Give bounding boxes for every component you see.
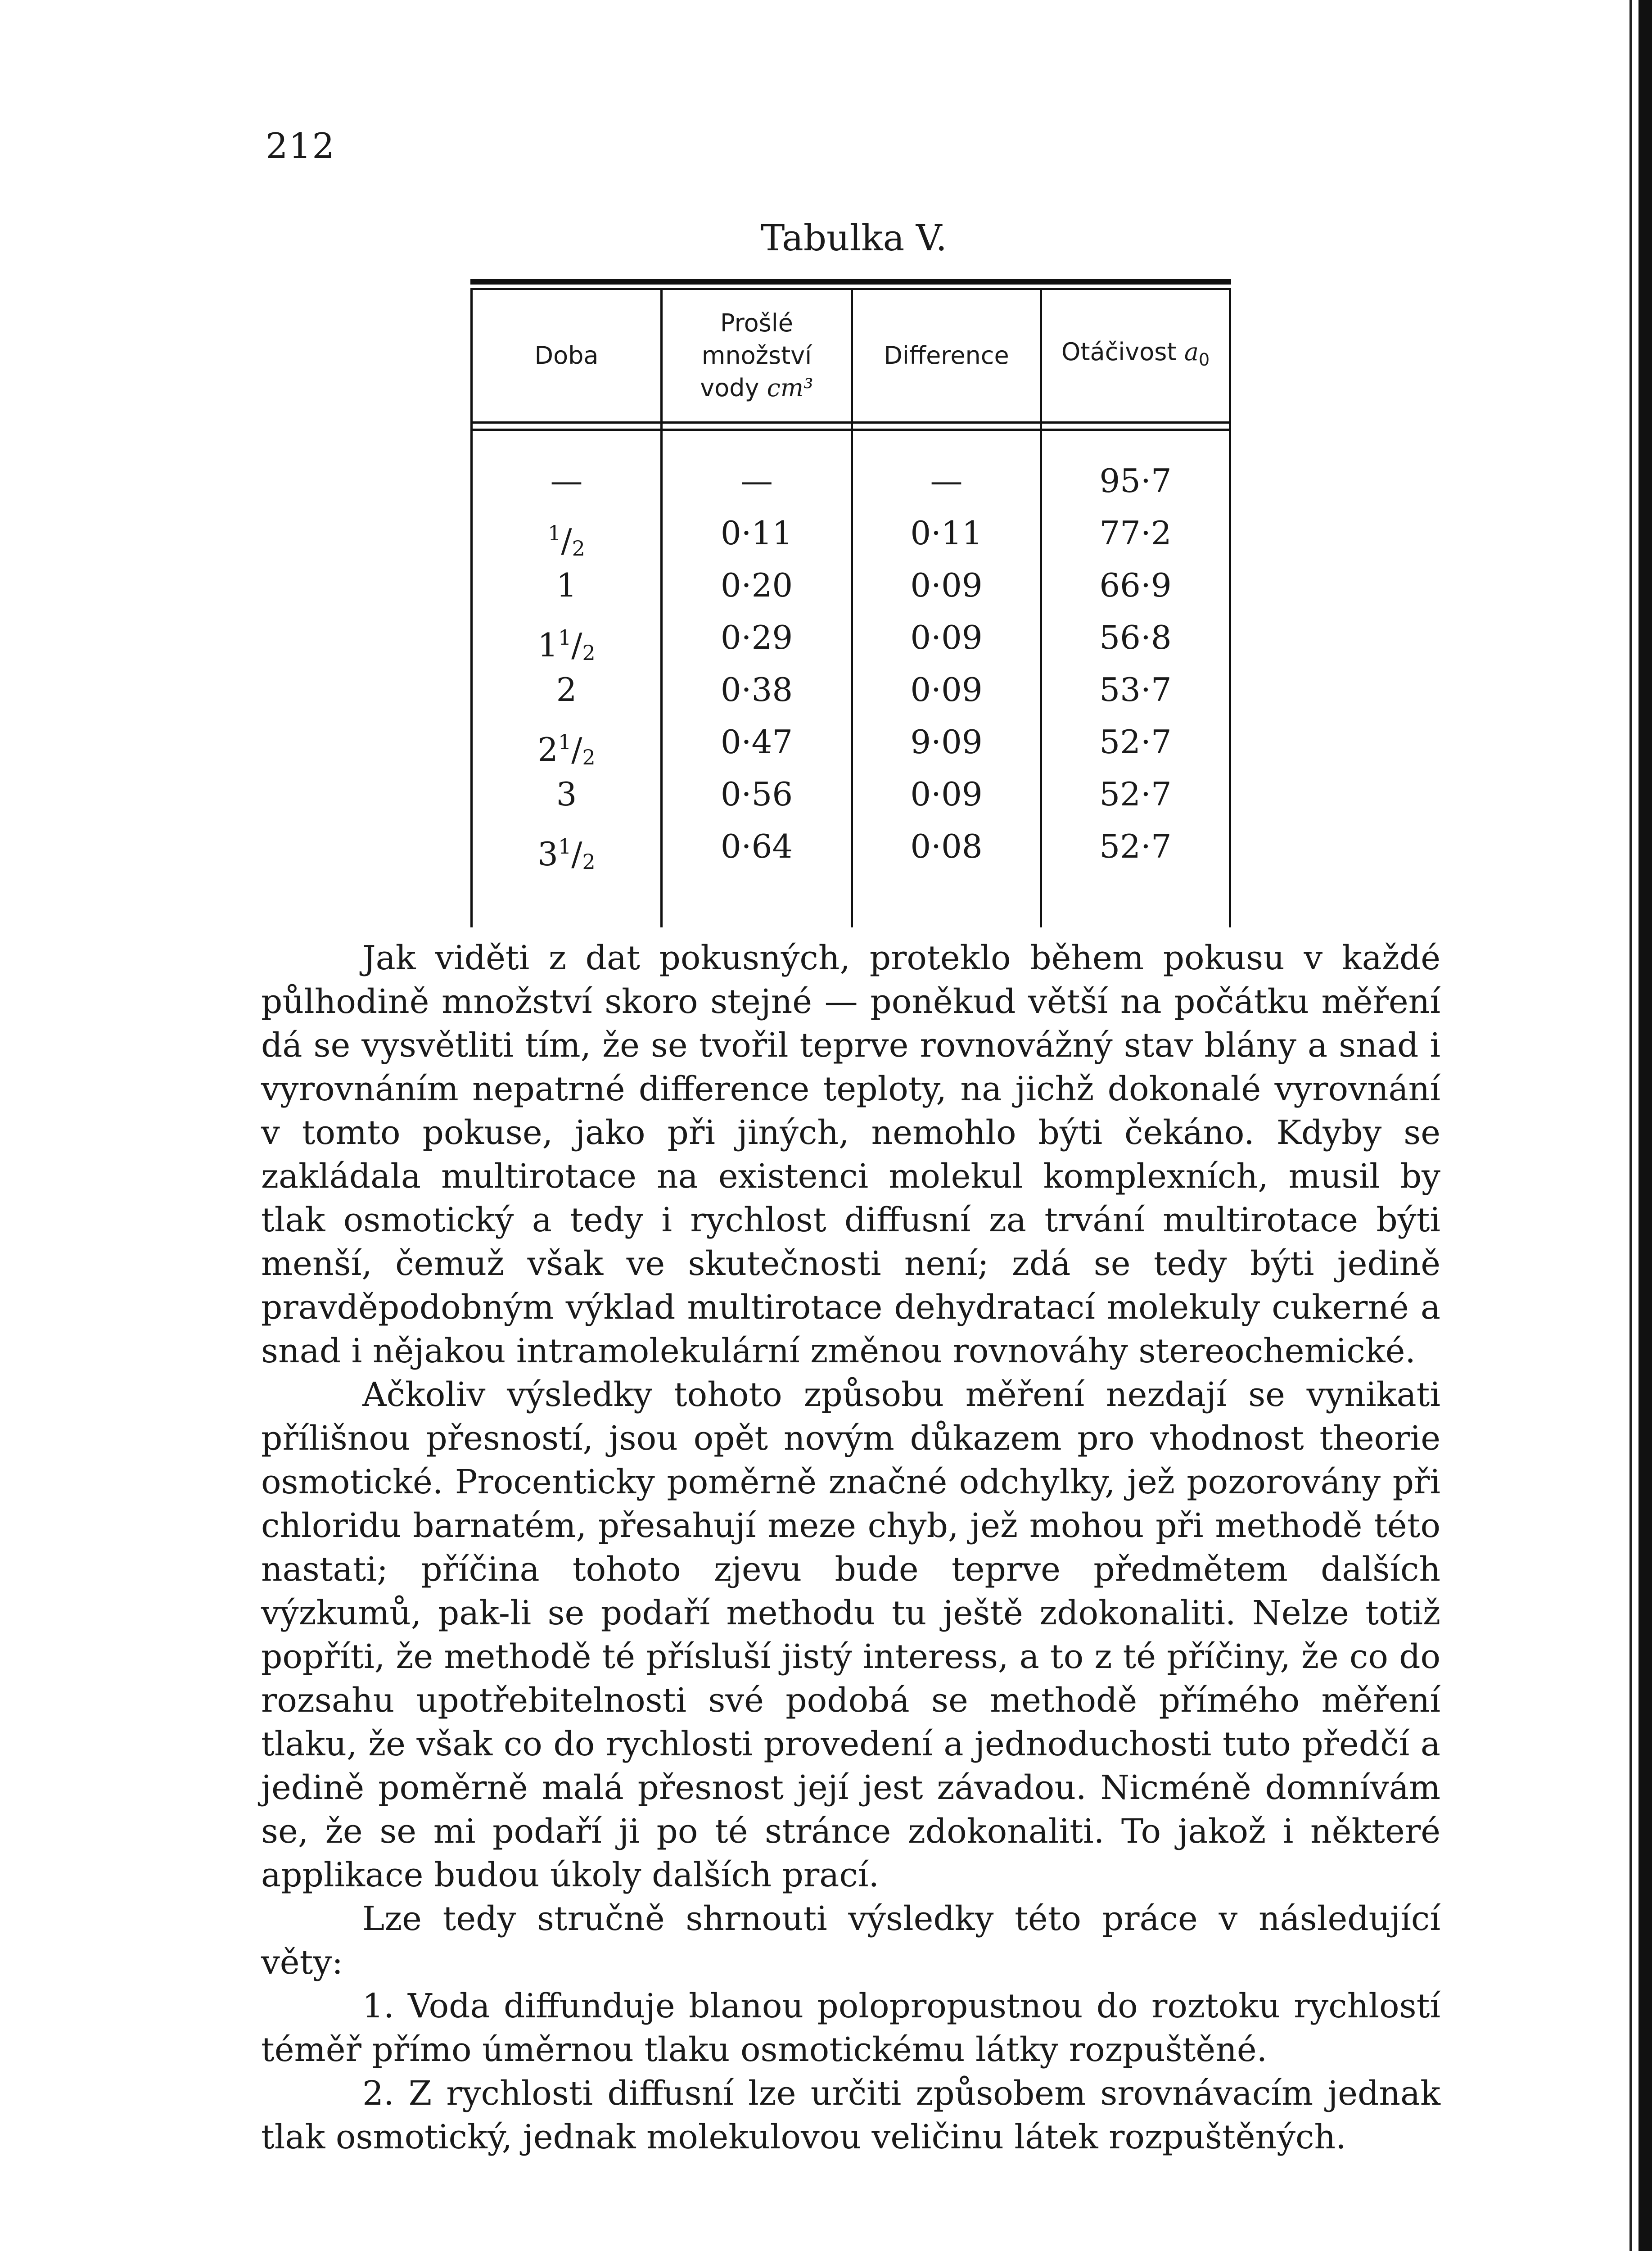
whole-number: 3 bbox=[537, 835, 558, 873]
header-difference-label: Difference bbox=[884, 341, 1009, 370]
cell-otacivost: 52·7 bbox=[1099, 775, 1172, 813]
cell-otacivost: 53·7 bbox=[1099, 671, 1172, 709]
table-row bbox=[470, 611, 1231, 664]
table-top-rule bbox=[470, 279, 1231, 285]
paragraph: Lze tedy stručně shrnouti výsledky této práce v následující věty: bbox=[261, 1899, 1440, 1982]
cell-otacivost: 56·8 bbox=[1099, 619, 1172, 656]
table-row bbox=[470, 716, 1231, 768]
cell-otacivost: 66·9 bbox=[1099, 566, 1172, 604]
cell-doba: 3 bbox=[556, 775, 577, 813]
cell-mnozstvi: 0·29 bbox=[720, 619, 793, 656]
header-mnozstvi-line2: množství bbox=[701, 341, 812, 370]
cell-difference: — bbox=[930, 462, 963, 500]
cell-mnozstvi: 0·20 bbox=[720, 566, 793, 604]
paragraph: Ačkoliv výsledky tohoto způsobu měření nezdají se vynikati přílišnou přesností, jsou opět novým důkazem pro vhodnost theorie osmotické. Procenticky poměrně značné odchylky, jež pozorovány při chloridu barnatém, přesahují meze chyb, jež mohou při methodě této nastati; příčina tohoto zjevu bude teprve předmětem dalších výzkumů, pak-li se podaří methodu tu ještě zdokonaliti. Nelze totiž popříti, že methodě té přísluší jistý interess, a to z té příčiny, že co do rozsahu upotřebitelnosti své podobá se methodě přímého měření tlaku, že však co do rychlosti provedení a jednoduchosti tuto předčí a jedině poměrně malá přesnost její jest závadou. Nicméně domnívám se, že se mi podaří ji po té stránce zdokonaliti. To jakož i některé applikace budou úkoly dalších prací. bbox=[261, 1375, 1440, 1894]
page-number: 212 bbox=[266, 126, 335, 167]
cell-difference: 0·09 bbox=[910, 775, 983, 813]
header-mnozstvi-unit: cm³ bbox=[767, 374, 813, 402]
page-edge-rule bbox=[1629, 0, 1632, 2251]
cell-doba: — bbox=[550, 462, 583, 500]
body-text bbox=[261, 936, 1440, 2159]
whole-number: 2 bbox=[537, 731, 558, 768]
cell-mnozstvi: 0·11 bbox=[720, 514, 793, 552]
table-row bbox=[470, 768, 1231, 820]
cell-doba: $2^1/2$ bbox=[537, 730, 596, 769]
whole-number: 1 bbox=[537, 626, 558, 664]
table-caption: Tabulka V. bbox=[761, 217, 947, 259]
fraction-denominator: 2 bbox=[582, 745, 596, 769]
cell-difference: 0·11 bbox=[910, 514, 983, 552]
cell-doba: $1^1/2$ bbox=[537, 625, 596, 665]
cell-otacivost: 52·7 bbox=[1099, 827, 1172, 865]
header-mnozstvi-line3: vody bbox=[700, 374, 759, 402]
table-row bbox=[470, 820, 1231, 872]
paragraph: 1. Voda diffunduje blanou polopropustnou do roztoku rychlostí téměř přímo úměrnou tlaku osmotickému látky rozpuštěné. bbox=[261, 1987, 1440, 2069]
fraction-denominator: 2 bbox=[572, 536, 585, 560]
cell-doba: $^1$/2 bbox=[548, 521, 585, 560]
table-row bbox=[470, 507, 1231, 559]
header-otacivost bbox=[1042, 290, 1229, 421]
fraction-numerator: 1 bbox=[558, 730, 572, 754]
cell-doba: 2 bbox=[556, 671, 577, 709]
cell-otacivost: 52·7 bbox=[1099, 723, 1172, 761]
header-rule bbox=[470, 429, 1231, 431]
fraction-numerator: 1 bbox=[558, 625, 572, 650]
header-otacivost-label: Otáčivost bbox=[1061, 337, 1177, 366]
header-mnozstvi bbox=[663, 290, 851, 421]
paragraph: 2. Z rychlosti diffusní lze určiti způsobem srovnávacím jednak tlak osmotický, jednak molekulovou veličinu látek rozpuštěných. bbox=[261, 2074, 1440, 2156]
cell-mnozstvi: 0·64 bbox=[720, 827, 793, 865]
cell-mnozstvi: 0·38 bbox=[720, 671, 793, 709]
table-row bbox=[470, 559, 1231, 611]
header-difference bbox=[853, 290, 1040, 421]
cell-mnozstvi: 0·56 bbox=[720, 775, 793, 813]
fraction-denominator: 2 bbox=[582, 641, 596, 665]
header-doba-label: Doba bbox=[534, 341, 599, 370]
cell-mnozstvi: 0·47 bbox=[720, 723, 793, 761]
fraction-denominator: 2 bbox=[582, 850, 596, 874]
fraction-numerator: 1 bbox=[548, 521, 561, 545]
header-rule bbox=[470, 421, 1231, 424]
table-row bbox=[470, 664, 1231, 716]
scan-border bbox=[1638, 0, 1652, 2251]
cell-mnozstvi: — bbox=[740, 462, 773, 500]
cell-doba: 1 bbox=[556, 566, 577, 604]
table-row bbox=[470, 455, 1231, 507]
paragraph: Jak viděti z dat pokusných, proteklo během pokusu v každé půlhodině množství skoro stejné — poněkud větší na počátku měření dá se vysvětliti tím, že se tvořil teprve rovnovážný stav blány a snad i vyrovnáním nepatrné difference teploty, na jichž dokonalé vyrovnání v tomto pokuse, jako při jiných, nemohlo býti čekáno. Kdyby se zakládala multirotace na existenci molekul komplexních, musil by tlak osmotický a tedy i rychlost diffusní za trvání multirotace býti menší, čemuž však ve skutečnosti není; zdá se tedy býti jedině pravděpodobným výklad multirotace dehydratací molekuly cukerné a snad i nějakou intramolekulární změnou rovnováhy stereochemické. bbox=[261, 939, 1440, 1370]
cell-difference: 0·09 bbox=[910, 619, 983, 656]
cell-doba: $3^1/2$ bbox=[537, 834, 596, 874]
header-mnozstvi-line1: Prošlé bbox=[720, 309, 793, 337]
fraction-numerator: 1 bbox=[558, 834, 572, 859]
cell-difference: 0·09 bbox=[910, 671, 983, 709]
header-doba bbox=[473, 290, 660, 421]
cell-otacivost: 77·2 bbox=[1099, 514, 1172, 552]
cell-difference: 9·09 bbox=[910, 723, 983, 761]
cell-difference: 0·08 bbox=[910, 827, 983, 865]
data-table bbox=[470, 279, 1231, 927]
header-otacivost-subscript: 0 bbox=[1198, 349, 1210, 370]
cell-otacivost: 95·7 bbox=[1099, 462, 1172, 500]
header-otacivost-symbol: a bbox=[1184, 337, 1199, 366]
cell-difference: 0·09 bbox=[910, 566, 983, 604]
